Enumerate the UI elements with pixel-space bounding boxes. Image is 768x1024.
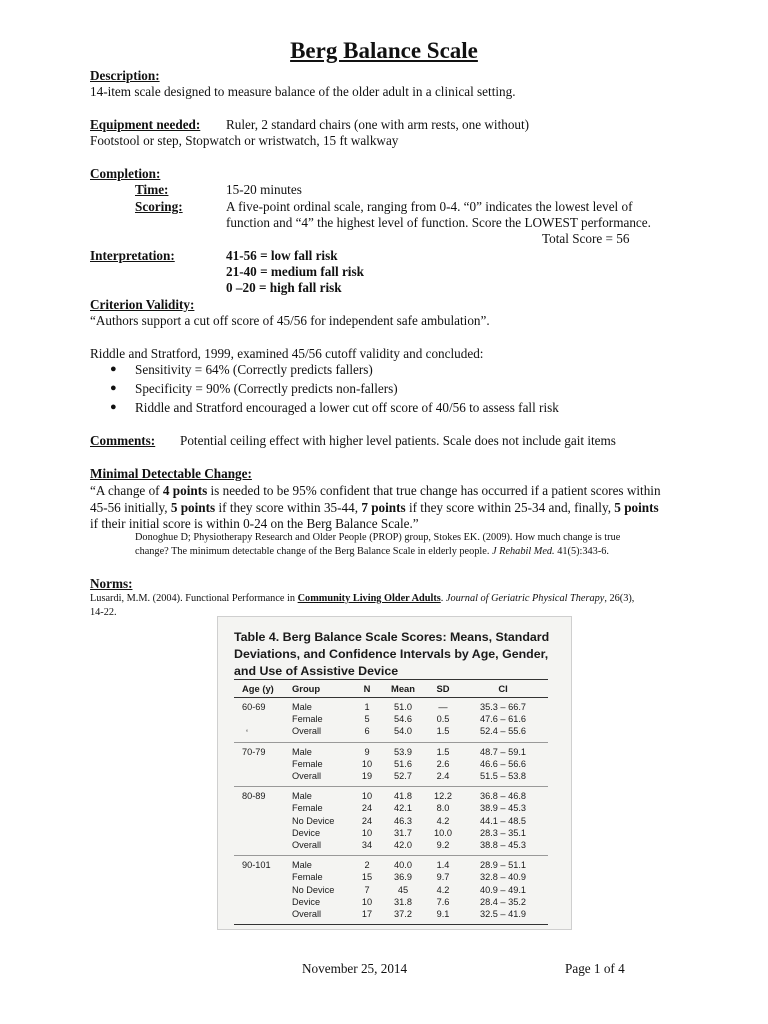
- table-cell: Female: [292, 803, 323, 814]
- table-cell: 10: [361, 896, 373, 907]
- mdc-line-3: if their initial score is within 0-24 on the Berg Balance Scale.”: [90, 516, 419, 531]
- table-cell: 37.2: [394, 909, 412, 919]
- table-cell: 36.9: [394, 872, 412, 883]
- norms-table-image: [217, 616, 572, 930]
- table-cell: Male: [292, 702, 312, 712]
- table-header-cell: SD: [436, 683, 450, 694]
- table-cell: 51.5 – 53.8: [480, 771, 526, 781]
- table-cell: 17: [361, 909, 373, 919]
- time-value: 15-20 minutes: [226, 182, 302, 197]
- criterion-heading: Criterion Validity:: [90, 297, 195, 312]
- completion-heading: Completion:: [90, 166, 161, 181]
- equipment-line-1: Ruler, 2 standard chairs (one with arm rests, one without): [226, 117, 530, 132]
- interpretation-high: 0 –20 = high fall risk: [226, 280, 342, 295]
- table-cell: 28.3 – 35.1: [480, 827, 526, 838]
- table-cell: Female: [292, 714, 323, 725]
- mdc-heading: Minimal Detectable Change:: [90, 466, 252, 481]
- table-cell: 2.4: [436, 771, 450, 781]
- table-cell: 8.0: [436, 803, 450, 814]
- table-cell: 2.6: [436, 758, 450, 769]
- criterion-bullet-3: Riddle and Stratford encouraged a lower cut off score of 40/56 to assess fall risk: [135, 400, 559, 415]
- table-age-cell: 60-69: [242, 702, 266, 712]
- table-cell: Male: [292, 791, 312, 802]
- document-title: Berg Balance Scale: [290, 38, 478, 63]
- criterion-bullet-1: Sensitivity = 64% (Correctly predicts fallers): [135, 362, 373, 377]
- table-cell: 52.4 – 55.6: [480, 726, 526, 737]
- table-title: Table 4. Berg Balance Scale Scores: Means, Standard Deviations, and Confidence Intervals by Age, Gender, and Use of Assistive Device: [234, 630, 550, 678]
- table-header-cell: Group: [292, 683, 321, 694]
- table-rule: [234, 786, 548, 787]
- bullet-icon: ●: [110, 401, 117, 413]
- norms-heading: Norms:: [90, 576, 133, 591]
- criterion-riddle: Riddle and Stratford, 1999, examined 45/56 cutoff validity and concluded:: [90, 346, 484, 361]
- table-cell: 9.2: [436, 840, 450, 850]
- table-cell: 38.9 – 45.3: [480, 803, 526, 814]
- table-cell: 40.0: [394, 860, 412, 871]
- table-cell: 28.9 – 51.1: [480, 860, 526, 871]
- table-rule: [234, 855, 548, 856]
- norms-reference-pages: 14-22.: [90, 607, 117, 618]
- table-cell: 1.4: [436, 860, 450, 871]
- table-cell: 24: [361, 803, 373, 814]
- table-cell: Overall: [292, 840, 322, 850]
- table-age-cell: 70-79: [242, 746, 266, 757]
- table-cell: 1: [364, 702, 370, 712]
- table-cell: 28.4 – 35.2: [480, 896, 526, 907]
- table-cell: 31.7: [394, 827, 412, 838]
- table-cell: 54.6: [394, 714, 412, 725]
- interpretation-medium: 21-40 = medium fall risk: [226, 264, 364, 279]
- table-cell: 40.9 – 49.1: [480, 884, 526, 895]
- table-cell: 53.9: [394, 746, 412, 757]
- bullet-icon: ●: [110, 363, 117, 375]
- equipment-line-2: Footstool or step, Stopwatch or wristwatch, 15 ft walkway: [90, 133, 399, 148]
- table-cell: 42.0: [394, 840, 412, 850]
- table-cell: 4.2: [436, 884, 450, 895]
- scoring-line-2: function and “4” the highest level of function. Score the LOWEST performance.: [226, 215, 651, 230]
- description-text: 14-item scale designed to measure balance of the older adult in a clinical setting.: [90, 84, 516, 99]
- table-cell: No Device: [292, 884, 335, 895]
- table-cell: Female: [292, 872, 323, 883]
- table-cell: 44.1 – 48.5: [480, 815, 526, 826]
- table-age-cell: 80-89: [242, 791, 266, 802]
- bullet-icon: ●: [110, 382, 117, 394]
- table-cell: No Device: [292, 815, 335, 826]
- table-cell: 52.7: [394, 771, 412, 781]
- table-cell: 7.6: [436, 896, 450, 907]
- table-cell: 38.8 – 45.3: [480, 840, 526, 850]
- table-rule: [234, 697, 548, 698]
- table-cell: 41.8: [394, 791, 412, 802]
- table-cell: 36.8 – 46.8: [480, 791, 526, 802]
- interpretation-low: 41-56 = low fall risk: [226, 248, 338, 263]
- table-cell: 19: [361, 771, 373, 781]
- criterion-bullet-2: Specificity = 90% (Correctly predicts non-fallers): [135, 381, 398, 396]
- table-cell: 46.6 – 56.6: [480, 758, 526, 769]
- table-cell: 31.8: [394, 896, 412, 907]
- table-cell: 24: [361, 815, 373, 826]
- table-rule: [234, 924, 548, 925]
- table-cell: 12.2: [434, 791, 452, 802]
- table-cell: Overall: [292, 771, 322, 781]
- scoring-label: Scoring:: [135, 199, 183, 214]
- comments-text: Potential ceiling effect with higher level patients. Scale does not include gait items: [180, 433, 616, 448]
- interpretation-heading: Interpretation:: [90, 248, 175, 263]
- mdc-line-1: “A change of 4 points is needed to be 95% confident that true change has occurred if a patient scores within: [90, 483, 661, 498]
- table-cell: 42.1: [394, 803, 412, 814]
- table-cell: 1.5: [436, 746, 450, 757]
- table-header-cell: CI: [498, 683, 508, 694]
- total-score: Total Score = 56: [542, 231, 630, 246]
- table-cell: Male: [292, 746, 312, 757]
- table-rule: [234, 742, 548, 743]
- table-cell: 51.0: [394, 702, 412, 712]
- table-cell: Overall: [292, 909, 322, 919]
- comments-heading: Comments:: [90, 433, 156, 448]
- table-cell: 32.8 – 40.9: [480, 872, 526, 883]
- table-cell: 54.0: [394, 726, 412, 737]
- table-cell: 35.3 – 66.7: [480, 702, 526, 712]
- table-cell: 1.5: [436, 726, 450, 737]
- table-cell: —: [438, 702, 448, 712]
- table-cell: Device: [292, 896, 321, 907]
- table-cell: 6: [364, 726, 370, 737]
- table-cell: Female: [292, 758, 323, 769]
- table-header-cell: Age (y): [242, 683, 274, 694]
- table-age-cell: 90-101: [242, 860, 271, 871]
- table-header-cell: N: [363, 683, 371, 694]
- norms-reference: Lusardi, M.M. (2004). Functional Performance in Community Living Older Adults. Journal of Geriatric Physical Therapy, 26(3),: [90, 593, 635, 604]
- time-label: Time:: [135, 182, 169, 197]
- table-cell: 4.2: [436, 815, 450, 826]
- mdc-reference-2: change? The minimum detectable change of the Berg Balance Scale in elderly people. J Rehabil Med. 41(5):343-6.: [135, 546, 609, 557]
- table-cell: 34: [361, 840, 373, 850]
- table-cell: 9: [364, 746, 370, 757]
- scoring-line-1: A five-point ordinal scale, ranging from 0-4. “0” indicates the lowest level of: [226, 199, 633, 214]
- table-cell: 2: [364, 860, 370, 871]
- table-cell: 46.3: [394, 815, 412, 826]
- table-cell: 32.5 – 41.9: [480, 909, 526, 919]
- table-cell: 15: [361, 872, 373, 883]
- table-cell: 10.0: [434, 827, 452, 838]
- footer-date: November 25, 2014: [302, 961, 408, 976]
- table-cell: 10: [361, 827, 373, 838]
- table-cell: 48.7 – 59.1: [480, 746, 526, 757]
- table-cell: 9.7: [436, 872, 450, 883]
- table-cell: Overall: [292, 726, 322, 737]
- table-cell: 45: [397, 884, 409, 895]
- table-cell: 9.1: [436, 909, 450, 919]
- equipment-heading: Equipment needed:: [90, 117, 201, 132]
- mdc-line-2: 45-56 initially, 5 points if they score within 35-44, 7 points if they score within 25-34 and, finally, 5 points: [90, 500, 659, 515]
- table-cell: 10: [361, 758, 373, 769]
- table-cell: 47.6 – 61.6: [480, 714, 526, 725]
- table-cell: 0.5: [436, 714, 450, 725]
- footer-page-number: Page 1 of 4: [565, 961, 625, 976]
- table-cell: 7: [364, 884, 370, 895]
- table-cell: 10: [361, 791, 373, 802]
- mdc-reference-1: Donoghue D; Physiotherapy Research and Older People (PROP) group, Stokes EK. (2009). How much change is true: [135, 532, 621, 543]
- criterion-quote: “Authors support a cut off score of 45/56 for independent safe ambulation”.: [90, 313, 490, 328]
- table-cell: 5: [364, 714, 370, 725]
- table-cell: Device: [292, 827, 321, 838]
- description-heading: Description:: [90, 68, 160, 83]
- table-header-cell: Mean: [391, 683, 415, 694]
- table-cell: 51.6: [394, 758, 412, 769]
- table-rule: [234, 679, 548, 680]
- scan-mark: ʻ: [246, 728, 249, 739]
- table-cell: Male: [292, 860, 312, 871]
